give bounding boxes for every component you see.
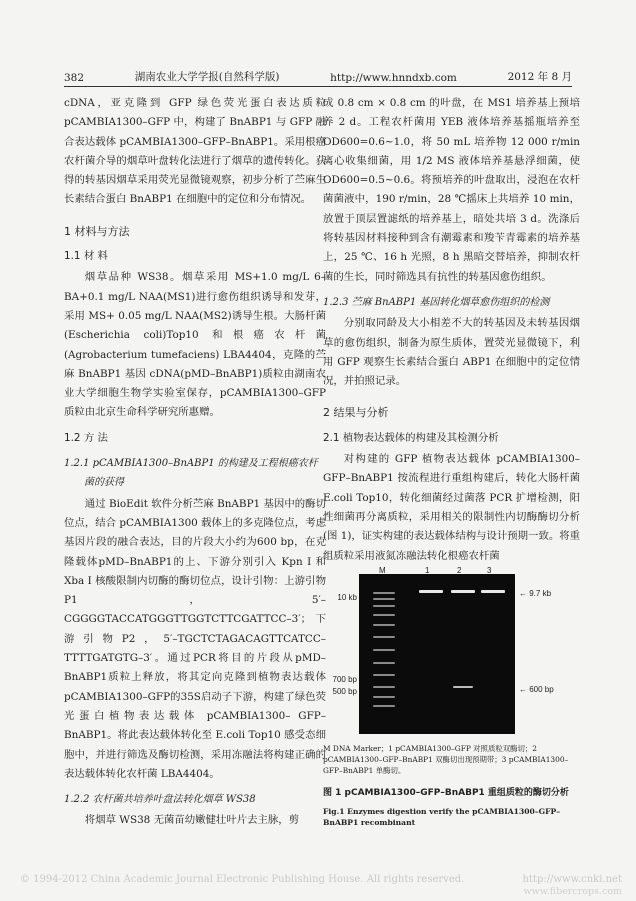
figure-caption: 图 1 pCAMBIA1300–GFP–BnABP1 重组质粒的酶切分析 [323,787,569,798]
running-header [64,66,572,84]
transform-paragraph: 将烟草 WS38 无菌苗幼嫩健壮叶片去主脉，剪 [84,814,300,827]
detection-paragraph: 分别取同龄及大小相差不大的转基因及未转基因烟草的愈伤组织，制备为原生质体，置荧光显微镜下，利用 GFP 观察生长素结合蛋白 ABP1 在细胞中的定位情况，并拍照记录。 [323,317,580,388]
lane-label-3: 3 [487,565,492,575]
figure-note: M DNA Marker；1 pCAMBIA1300–GFP 对照质粒双酶切；2 pCAMBIA1300–GFP–BnABP1 双酶切出现预期带；3 pCAMBIA1300–GFP–BnABP1 单酶切。 [323,743,569,775]
marker-band [373,696,395,698]
subsection-1-1: 1.1 材 料 [64,250,108,263]
lane2-band-small [453,686,473,688]
marker-band [373,686,395,688]
journal-url[interactable]: http://www.hnndxb.com [330,72,457,84]
cnki-link[interactable]: http://www.cnki.net [522,874,622,885]
subsection-1-2-3: 1.2.3 苎麻 BnABP1 基因转化烟草愈伤组织的检测 [323,296,550,308]
methods-paragraph: 通过 BioEdit 软件分析苎麻 BnABP1 基因中的酶切位点，结合 pCAMBIA1300 载体上的多克隆位点，考虑基因片段的融合表达，目的片段大小约为600 bp，在克隆载体pMD–BnABP1的上、下游分别引入 Kpn I 和 Xba I 核酸限制内切酶的酶切位点，设计引物：上游引物 P1，5′–CGGGGTACCATGGGTTGGTCTTCGATTCC–3′；下游引物P2，5′–TGCTCTAGACAGTTCATCC–TTTTGATGTG–3′。通过PCR将目的片段从pMD–BnABP1质粒上释放，将其定向克隆到植物表达载体pCAMBIA1300–GFP的35S启动子下游，构建了绿色荧光蛋白植物表达载体 pCAMBIA1300– GFP–BnABP1。将此表达载体转化至 E.coli Top10 感受态细胞中，并进行筛选及酶切检测，采用冻融法将构建正确的表达载体转化农杆菌 LBA4404。 [64,497,326,780]
marker-band [373,636,395,638]
left-column [64,94,326,831]
lane-label-1: 1 [425,565,430,575]
figure-caption-en: Fig.1 Enzymes digestion verify the pCAMBIA1300–GFP–BnABP1 recombinant [323,807,560,828]
page-number: 382 [64,72,85,84]
journal-name: 湖南农业大学学报(自然科学版) [134,71,280,83]
arrow-9-7kb: ← 9.7 kb [519,588,552,598]
marker-band [373,624,395,626]
gel-figure [323,565,580,739]
arrow-9-7kb-label: 9.7 kb [529,588,552,598]
marker-band [373,614,395,616]
right-column [323,94,580,828]
intro-paragraph: cDNA，亚克隆到 GFP 绿色荧光蛋白表达质粒 pCAMBIA1300–GFP 中，构建了 BnABP1 与 GFP 融合表达载体 pCAMBIA1300–GFP–BnABP1。采用根癌农杆菌介导的烟草叶盘转化法进行了烟草的遗传转化。获得的转基因烟草采用荧光显微镜观察，初步分析了苎麻生长素结合蛋白 BnABP1 在细胞中的定位和分布情况。 [64,97,326,206]
section-heading-2: 2 结果与分析 [323,406,389,420]
marker-band [373,674,395,676]
arrow-600bp: ← 600 bp [519,684,554,694]
marker-500bp-label: 500 bp [332,686,357,696]
materials-paragraph: 烟草品种 WS38。烟草采用 MS+1.0 mg/L 6–BA+0.1 mg/L NAA(MS1)进行愈伤组织诱导和发芽，采用 MS+ 0.05 mg/L NAA(MS2)诱导生根。大肠杆菌 (Escherichia coli)Top10 和根癌农杆菌 (Agrobacterium tumefaciens) LBA4404，克隆的苎麻 BnABP1 基因 cDNA(pMD–BnABP1)质粒由湖南农业大学细胞生物学实验室保存，pCAMBIA1300–GFP 质粒由北京生命科学研究所惠赠。 [64,271,326,419]
header-rule [64,86,572,87]
lane-label-m: M [379,565,386,575]
lane1-band [419,590,443,593]
marker-band [373,649,395,651]
marker-10kb-label: 10 kb [337,592,357,602]
lane3-band [481,590,505,593]
subsection-1-2-2: 1.2.2 农杆菌共培养叶盘法转化烟草 WS38 [64,794,256,806]
lane2-band-large [451,590,475,593]
issue-date: 2012 年 8 月 [507,71,572,83]
marker-band [373,605,395,607]
section-heading-1: 1 材料与方法 [64,224,130,238]
subsection-1-2-1: 1.2.1 pCAMBIA1300–BnABP1 的构建及工程根癌农杆菌的获得 [64,458,318,489]
marker-band [373,592,395,594]
continued-paragraph: 成 0.8 cm × 0.8 cm 的叶盘，在 MS1 培养基上预培养 2 d。工程农杆菌用 YEB 液体培养基摇瓶培养至 OD600=0.6~1.0，将 50 mL 培养物 12 000 r/min 离心收集细菌，用 1/2 MS 液体培养基悬浮细菌，使 OD600=0.5~0.6。将预培养的叶盘取出，浸泡在农杆菌菌液中，190 r/min，28 ℃摇床上共培养 10 min，放置于顶层置滤纸的培养基上，暗处共培 3 d。洗涤后将转基因材料接种到含有潮霉素和羧苄青霉素的培养基上，25 ℃、16 h 光照，8 h 黑暗交替培养，抑制农杆菌的生长，同时筛选具有抗性的转基因愈伤组织。 [323,97,580,283]
copyright-footer: © 1994-2012 China Academic Journal Electronic Publishing House. All rights reserved. [20,874,465,885]
lane-label-2: 2 [457,565,462,575]
arrow-600bp-label: 600 bp [529,684,554,694]
marker-band [373,662,395,664]
marker-band [373,598,395,600]
gel-image [359,565,515,734]
result-paragraph: 对构建的 GFP 植物表达载体 pCAMBIA1300–GFP–BnABP1 按流程进行重组构建后，转化大肠杆菌 E.coli Top10，转化细菌经过菌落 PCR 扩增检测，阳性细菌再分离质粒，采用相关的限制性内切酶酶切分析(图 1)，证实构建的表达载体结构与设计预期一致。将重组质粒采用液氮冻融法转化根癌农杆菌 [323,453,581,562]
subsection-1-2: 1.2 方 法 [64,431,108,444]
marker-band [373,705,395,707]
subsection-2-1: 2.1 植物表达载体的构建及其检测分析 [323,431,499,444]
marker-700bp-label: 700 bp [332,674,357,684]
watermark: www.fibercrops.com [523,886,622,897]
